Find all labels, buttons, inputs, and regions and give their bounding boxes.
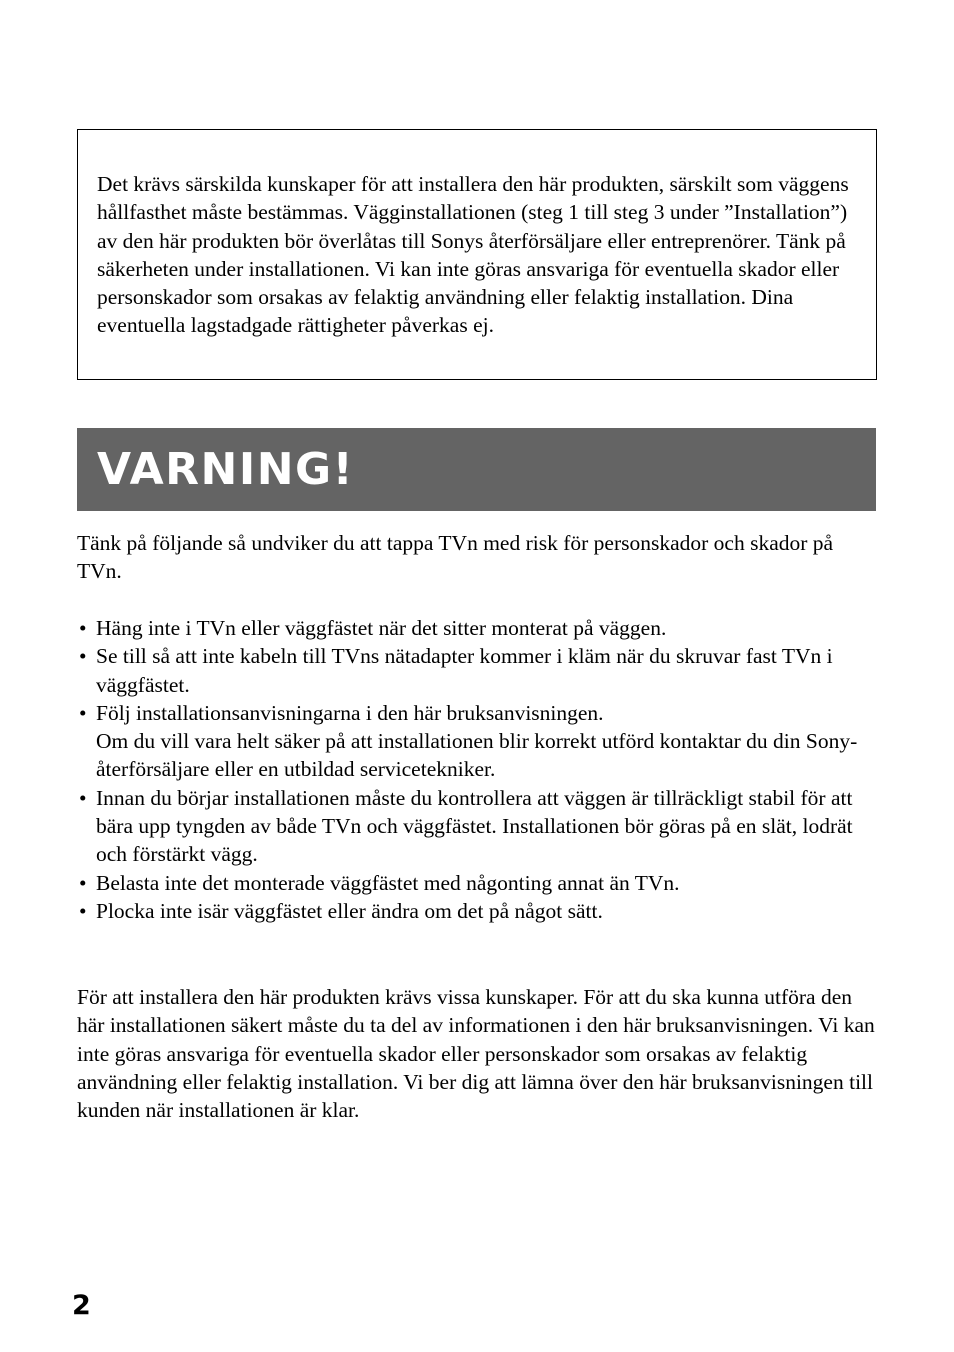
- warning-bullet-text: Innan du börjar installationen måste du kontrollera att väggen är tillräckligt stabil för att bära upp tyngden av både TVn och väggfästet. Installationen bör göras på en slät, lodrät och förstärkt vägg.: [96, 785, 853, 867]
- warning-bullet-item: [77, 784, 877, 869]
- warning-bullet-item: [77, 699, 877, 784]
- closing-paragraph: För att installera den här produkten krävs vissa kunskaper. För att du ska kunna utföra den här installationen säkert måste du ta del av informationen i den här bruksanvisningen. Vi kan inte göras ansvariga för eventuella skador eller personskador som orsakas av felaktig användning eller felaktig installation. Vi ber dig att lämna över den här bruksanvisningen till kunden när installationen är klar.: [77, 985, 875, 1123]
- warning-banner: [77, 428, 876, 511]
- warning-bullet-extra-text: Om du vill vara helt säker på att installationen blir korrekt utförd kontaktar du din Sony-återförsäljare eller en utbildad servicetekniker.: [96, 729, 858, 782]
- warning-bullet-text: Följ installationsanvisningarna i den här bruksanvisningen.: [96, 700, 604, 725]
- warning-title: VARNING!: [97, 444, 355, 495]
- warning-bullet-item: [77, 614, 877, 642]
- warning-bullet-text: Se till så att inte kabeln till TVns nätadapter kommer i kläm när du skruvar fast TVn i väggfästet.: [96, 644, 833, 697]
- warning-bullet-item: [77, 869, 877, 897]
- warning-bullet-item: [77, 642, 877, 699]
- warning-bullet-text: Häng inte i TVn eller väggfästet när det sitter monterat på väggen.: [96, 616, 667, 640]
- warning-bullet-list: [77, 614, 877, 925]
- page-number: 2: [72, 1290, 91, 1321]
- bullet-icon: •: [79, 644, 87, 669]
- bullet-icon: •: [79, 785, 87, 810]
- bullet-icon: •: [79, 898, 87, 923]
- installation-notice-text: Det krävs särskilda kunskaper för att installera den här produkten, särskilt som väggens hållfasthet måste bestämmas. Vägginstallationen (steg 1 till steg 3 under ”Installation”) av den här produkten bör överlåtas till Sonys återförsäljare eller entreprenörer. Tänk på säkerheten under installationen. Vi kan inte göras ansvariga för eventuella skador eller personskador som orsakas av felaktig användning eller felaktig installation. Dina eventuella lagstadgade rättigheter påverkas ej.: [97, 172, 849, 338]
- warning-bullet-text: Plocka inte isär väggfästet eller ändra om det på något sätt.: [96, 898, 603, 923]
- warning-bullet-item: [77, 897, 877, 925]
- bullet-icon: •: [79, 616, 87, 640]
- bullet-icon: •: [79, 700, 87, 725]
- bullet-icon: •: [79, 870, 87, 895]
- warning-bullet-text: Belasta inte det monterade väggfästet med någonting annat än TVn.: [96, 870, 680, 895]
- installation-notice-box: [77, 129, 877, 380]
- warning-intro: Tänk på följande så undviker du att tappa TVn med risk för personskador och skador på TVn.: [77, 531, 834, 584]
